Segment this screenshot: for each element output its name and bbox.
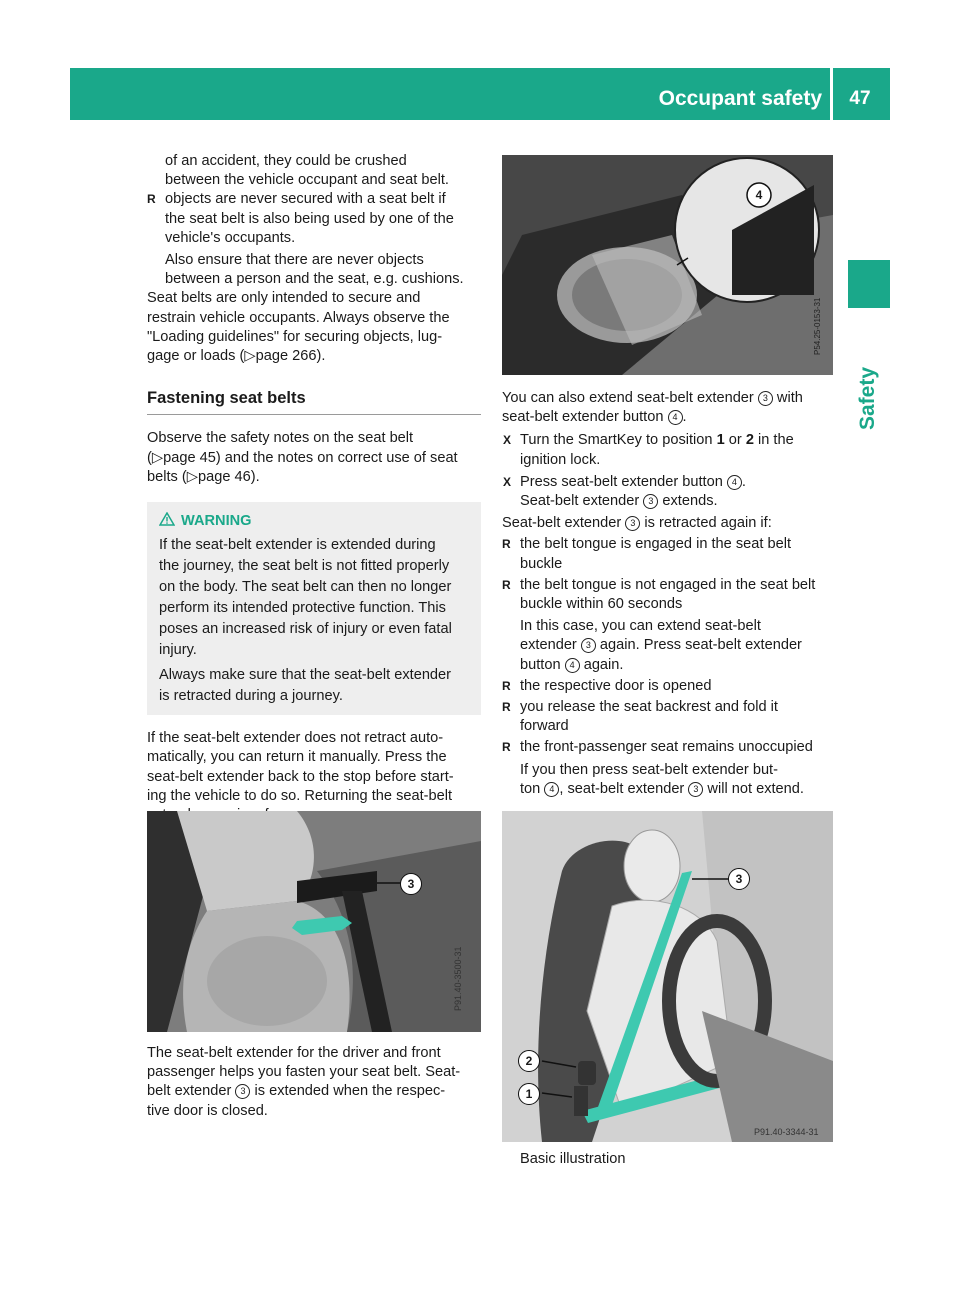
page-number: 47 [849,88,871,109]
callout-3: 3 [728,868,750,890]
paragraph: The seat-belt extender for the driver and front passenger helps you fasten your seat belt. Seat- belt extender 3 is extended when the respec- tive door is closed. [147,1045,461,1119]
instruction-step: X Press seat-belt extender button 4 . Seat-belt extender 3 extends. [503,473,746,510]
page-reference-link[interactable]: page 45) and the notes on correct use of seat [163,449,458,466]
paragraph: Seat belts are only intended to secure and restrain vehicle occupants. Always observe the "Loading guidelines" for securing objects, lug- gage or loads (▷page 266). [147,290,450,365]
page-title: Occupant safety [658,87,822,110]
section-tab-marker [848,260,890,308]
section-heading: Fastening seat belts [147,389,306,408]
seat-belt-extender-figure [147,811,481,1032]
header-divider [830,68,833,120]
bullet-note: Also ensure that there are never objects between a person and the seat, e.g. cushions. [165,252,464,288]
paragraph: Observe the safety notes on the seat belt (▷page 45) and the notes on correct use of seat belts (▷page 46). [147,430,458,485]
bullet-item: R objects are never secured with a seat belt if the seat belt is also being used by one of the vehicle's occupants. [147,191,454,246]
bullet-item: R the belt tongue is engaged in the seat belt buckle [502,536,792,572]
left-column [147,152,481,825]
figure-code: P91.40-3344-31 [754,1127,819,1137]
bullet-note: In this case, you can extend seat-belt extender 3 again. Press seat-belt extender button 4 again. [520,618,802,673]
bullet-note: If you then press seat-belt extender but- ton 4 , seat-belt extender 3 will not extend. [520,761,804,797]
page-reference-link[interactable]: page 46). [197,468,260,485]
right-column [502,389,836,799]
warning-box [147,502,481,715]
heading-rule [147,414,481,415]
paragraph: If the seat-belt extender does not retract auto- matically, you can return it manually. Press the seat-belt extender back to the stop before start- ing the vehicle to do so. Returning the seat-belt [147,730,454,804]
warning-text: If the seat-belt extender is extended during the journey, the seat belt is not fitted properly on the body. The seat belt can then no longer perform its intended protective function. This poses an increased risk of injury or even fatal injury. [159,537,452,659]
page-reference-link[interactable]: page 266). [255,348,326,365]
driver-seat-belt-figure [502,811,833,1142]
callout-3: 3 [400,873,422,895]
callout-2: 2 [518,1050,540,1072]
bullet-item: R you release the seat backrest and fold it forward [502,699,778,735]
paragraph: Seat-belt extender 3 is retracted again if: [502,515,772,532]
extender-button-figure [502,155,833,375]
bullet-item: R the belt tongue is not engaged in the seat belt buckle within 60 seconds [502,576,816,613]
instruction-step: X Turn the SmartKey to position 1 or 2 in the ignition lock. [503,432,794,468]
figure-code: P54.25-0153-31 [813,297,822,355]
bullet-item: R the front-passenger seat remains unoccupied [502,739,813,756]
callout-1: 1 [518,1083,540,1105]
callout-4: 4 [755,188,763,202]
warning-title: WARNING [181,513,252,530]
figure-code: P91.40-3500-31 [453,946,463,1011]
warning-text: Always make sure that the seat-belt extender is retracted during a journey. [159,667,452,705]
warning-triangle-icon [159,512,175,526]
continued-text: of an accident, they could be crushed between the vehicle occupant and seat belt. [165,153,449,189]
figure-caption: Basic illustration [520,1151,626,1167]
bullet-item: R the respective door is opened [502,677,712,694]
left-column-bottom [147,1044,481,1121]
paragraph: You can also extend seat-belt extender 3 with seat-belt extender button 4 . [502,390,803,426]
callout-ref-3: 3 [235,1084,250,1099]
section-tab-label: Safety [856,366,879,430]
